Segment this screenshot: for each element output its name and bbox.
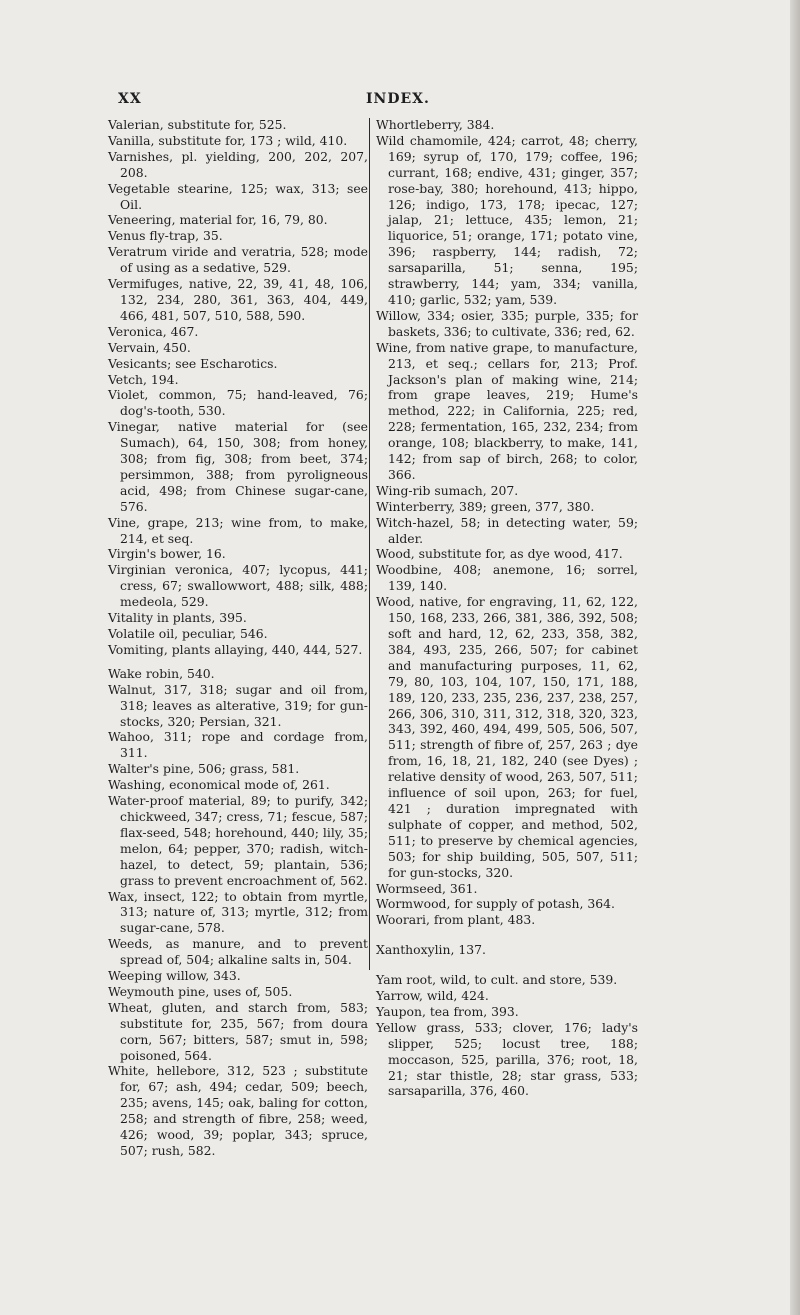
column-divider	[369, 118, 370, 970]
index-entry: Wake robin, 540.	[108, 665, 215, 681]
index-entry: Yam root, wild, to cult. and store, 539.	[376, 972, 618, 988]
index-entry: White, hellebore, 312, 523 ; substitute for, 67; ash, 494; cedar, 509; beech, 235; avens, 145; oak, baling for cotton, 258; and strength of fibre, 258; weed, 426; wood, 39; poplar, 343; spruce, 507; rush, 582.	[108, 1063, 368, 1158]
index-entry: Vitality in plants, 395.	[108, 610, 247, 626]
index-entry: Wormwood, for supply of potash, 364.	[376, 896, 615, 912]
index-entry: Yellow grass, 533; clover, 176; lady's slipper, 525; locust tree, 188; moccason, 525, parilla, 376; root, 18, 21; star thistle, 28; star grass, 533; sarsaparilla, 376, 460.	[376, 1019, 638, 1099]
index-entry: Vetch, 194.	[108, 371, 179, 387]
index-entry: Veratrum viride and veratria, 528; mode of using as a sedative, 529.	[108, 244, 368, 276]
index-entry: Vanilla, substitute for, 173 ; wild, 410.	[108, 132, 348, 148]
index-entry: Whortleberry, 384.	[376, 117, 495, 132]
index-entry: Water-proof material, 89; to purify, 342; chickweed, 347; cress, 71; fescue, 587; flax-seed, 548; horehound, 440; lily, 35; melon, 64; pepper, 370; radish, witch-hazel, to detect, 59; plantain, 536; grass to prevent encroachment of, 562.	[108, 793, 368, 888]
index-entry: Vinegar, native material for (see Sumach), 64, 150, 308; from honey, 308; from fig, 308; from beet, 374; persimmon, 388; from pyroligneous acid, 498; from Chinese sugar-cane, 576.	[108, 419, 368, 514]
index-entry: Vervain, 450.	[108, 339, 191, 355]
index-entry: Venus fly-trap, 35.	[108, 228, 223, 244]
index-entry: Volatile oil, peculiar, 546.	[108, 626, 268, 641]
index-entry: Veneering, material for, 16, 79, 80.	[108, 212, 328, 228]
index-entry: Willow, 334; osier, 335; purple, 335; for baskets, 336; to cultivate, 336; red, 62.	[376, 307, 638, 339]
index-entry: Vegetable stearine, 125; wax, 313; see Oil.	[108, 180, 368, 212]
index-entry: Wahoo, 311; rope and cordage from, 311.	[108, 729, 368, 761]
index-entry: Virginian veronica, 407; lycopus, 441; cress, 67; swallowwort, 488; silk, 488; medeola, 529.	[108, 562, 368, 610]
index-entry: Wax, insect, 122; to obtain from myrtle, 313; nature of, 313; myrtle, 312; from sugar-cane, 578.	[108, 888, 368, 936]
index-entry: Wheat, gluten, and starch from, 583; substitute for, 235, 567; from doura corn, 567; bitters, 587; smut in, 598; poisoned, 564.	[108, 999, 368, 1063]
index-column-left	[108, 117, 368, 1159]
index-entry: Wine, from native grape, to manufacture, 213, et seq.; cellars for, 213; Prof. Jackson's plan of making wine, 214; from grape leaves, 219; Hume's method, 222; in California, 225; red, 228; fermentation, 165, 232, 234; from orange, 108; blackberry, to make, 141, 142; from sap of birch, 268; to color, 366.	[376, 339, 638, 482]
index-entry: Woorari, from plant, 483.	[376, 912, 536, 928]
index-entry: Xanthoxylin, 137.	[376, 942, 486, 958]
index-entry: Vermifuges, native, 22, 39, 41, 48, 106, 132, 234, 280, 361, 363, 404, 449, 466, 481, 507, 510, 588, 590.	[108, 276, 368, 323]
index-entry: Valerian, substitute for, 525.	[108, 117, 287, 132]
index-entry: Weymouth pine, uses of, 505.	[108, 983, 293, 999]
index-entry: Wood, native, for engraving, 11, 62, 122, 150, 168, 233, 266, 381, 386, 392, 508; soft and hard, 12, 62, 233, 358, 382, 384, 493, 235, 266, 507; for cabinet and manufacturing purposes, 11, 62, 79, 80, 103, 104, 107, 150, 171, 188, 189, 120, 233, 235, 236, 237, 238, 257, 266, 306, 310, 311, 312, 318, 320, 323, 343, 392, 460, 494, 499, 505, 506, 507, 511; strength of fibre of, 257, 263 ; dye from, 16, 18, 21, 182, 240 (see Dyes) ; relative density of wood, 263, 507, 511; influence of soil upon, 263; for fuel, 421 ; duration impregnated with sulphate of copper, and method, 502, 511; to preserve by chemical agencies, 503; for ship building, 505, 507, 511; for gun-stocks, 320.	[376, 594, 638, 880]
index-entry: Weeping willow, 343.	[108, 968, 241, 984]
index-entry: Veronica, 467.	[108, 323, 199, 339]
index-entry: Violet, common, 75; hand-leaved, 76; dog's-tooth, 530.	[108, 387, 368, 419]
index-entry: Wormseed, 361.	[376, 880, 478, 896]
index-entry: Virgin's bower, 16.	[108, 546, 226, 562]
index-entry: Yarrow, wild, 424.	[376, 988, 489, 1004]
index-entry: Vine, grape, 213; wine from, to make, 214, et seq.	[108, 514, 368, 546]
page-edge	[790, 0, 800, 1315]
index-entry: Walnut, 317, 318; sugar and oil from, 318; leaves as alterative, 319; for gun-stocks, 320; Persian, 321.	[108, 681, 368, 729]
index-column-right	[376, 117, 638, 1099]
index-entry: Winterberry, 389; green, 377, 380.	[376, 498, 595, 514]
index-entry: Wild chamomile, 424; carrot, 48; cherry, 169; syrup of, 170, 179; coffee, 196; currant, 168; endive, 431; ginger, 357; rose-bay, 380; horehound, 413; hippo, 126; indigo, 173, 178; ipecac, 127; jalap, 21; lettuce, 435; lemon, 21; liquorice, 51; orange, 171; potato vine, 396; raspberry, 144; radish, 72; sarsaparilla, 51; senna, 195; strawberry, 144; yam, 334; vanilla, 410; garlic, 532; yam, 539.	[376, 132, 638, 307]
index-entry: Witch-hazel, 58; in detecting water, 59; alder.	[376, 514, 638, 546]
page-number: XX	[118, 91, 142, 107]
index-entry: Vomiting, plants allaying, 440, 444, 527.	[108, 641, 363, 657]
index-entry: Varnishes, pl. yielding, 200, 202, 207, 208.	[108, 148, 368, 180]
index-entry: Weeds, as manure, and to prevent spread of, 504; alkaline salts in, 504.	[108, 936, 368, 968]
page-title: INDEX.	[366, 91, 430, 107]
index-entry: Walter's pine, 506; grass, 581.	[108, 761, 300, 777]
index-entry: Washing, economical mode of, 261.	[108, 777, 330, 793]
index-entry: Yaupon, tea from, 393.	[376, 1003, 519, 1019]
index-entry: Wood, substitute for, as dye wood, 417.	[376, 546, 623, 562]
index-entry: Vesicants; see Escharotics.	[108, 355, 278, 371]
index-entry: Wing-rib sumach, 207.	[376, 482, 519, 498]
index-entry: Woodbine, 408; anemone, 16; sorrel, 139, 140.	[376, 562, 638, 594]
